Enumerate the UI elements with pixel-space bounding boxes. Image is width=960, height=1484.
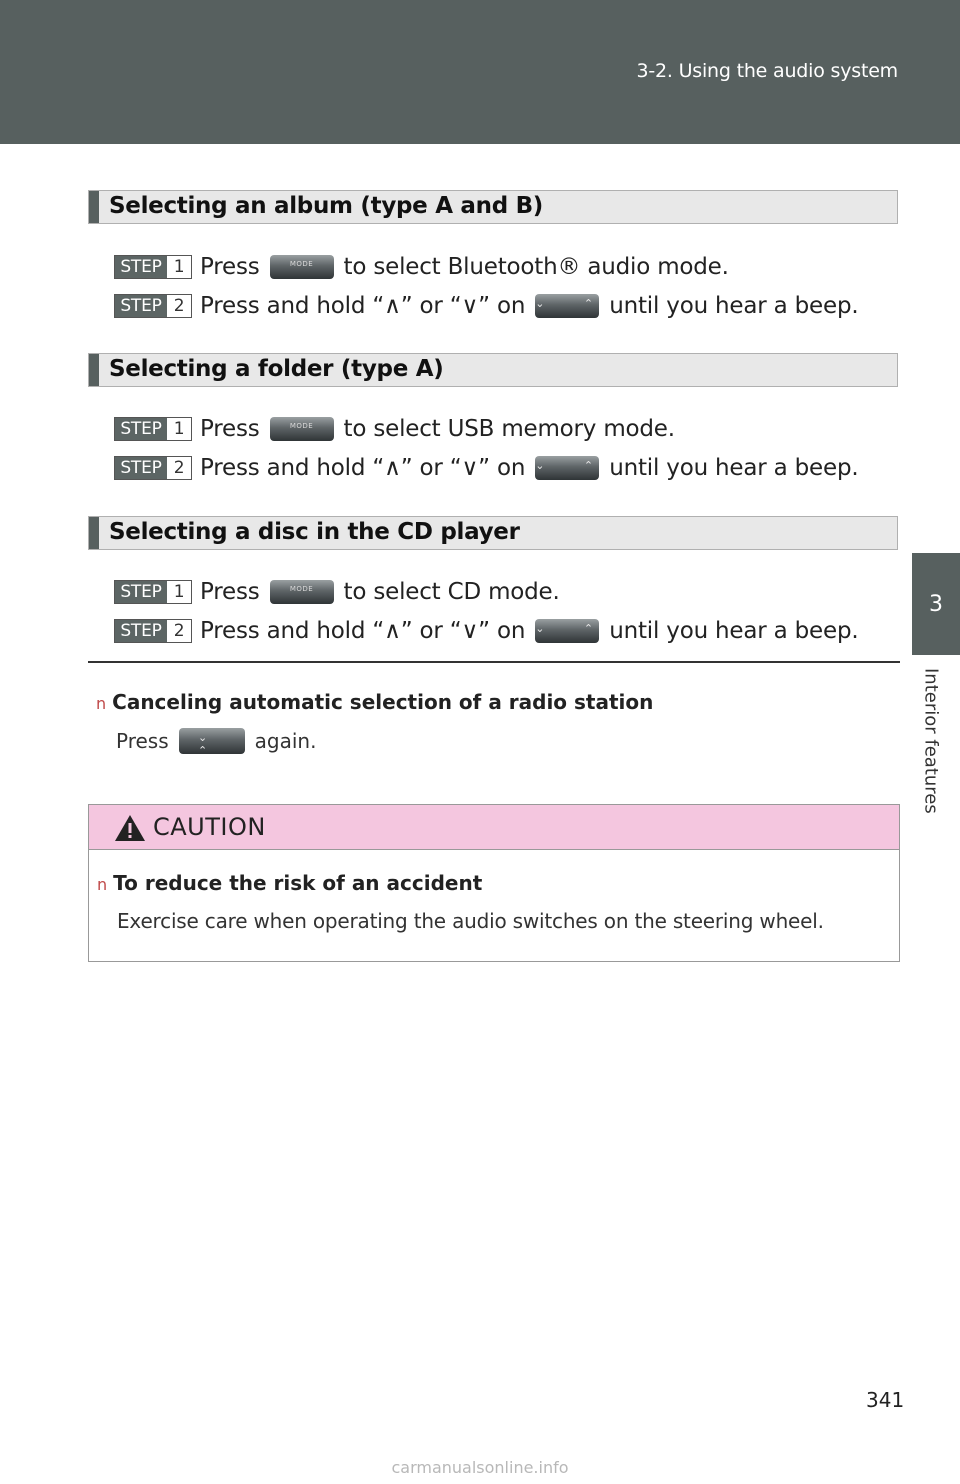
step-badge: STEP 2	[114, 456, 192, 480]
chapter-label: Interior features	[920, 668, 942, 814]
section-title: Selecting an album (type A and B)	[109, 193, 544, 219]
step-row	[114, 616, 858, 646]
page-header	[0, 0, 960, 144]
step-text-after: to select Bluetooth® audio mode.	[343, 254, 729, 280]
step-text-before: Press	[200, 254, 260, 280]
chapter-number: 3	[929, 591, 943, 617]
step-text-after: to select USB memory mode.	[343, 416, 675, 442]
caution-bullet: n	[97, 875, 108, 894]
step-badge: STEP 1	[114, 580, 192, 604]
step-text-after: until you hear a beep.	[609, 293, 859, 319]
step-text-before: Press and hold “∧” or “∨” on	[200, 455, 526, 481]
section-accent	[89, 517, 99, 549]
mode-button-icon: MODE	[270, 417, 334, 441]
step-text-before: Press	[200, 416, 260, 442]
note-body	[116, 728, 317, 757]
step-text-after: until you hear a beep.	[609, 455, 859, 481]
step-row	[114, 453, 858, 483]
page-number: 341	[866, 1388, 905, 1412]
step-badge: STEP 1	[114, 417, 192, 441]
caution-text: Exercise care when operating the audio switches on the steering wheel.	[117, 909, 824, 933]
section-heading-folder	[88, 353, 898, 387]
caution-title: n To reduce the risk of an accident	[97, 871, 483, 895]
mode-button-icon: MODE	[270, 580, 334, 604]
step-text-before: Press and hold “∧” or “∨” on	[200, 618, 526, 644]
caution-box	[88, 804, 900, 962]
section-divider	[88, 661, 900, 663]
caution-label: CAUTION	[153, 813, 266, 841]
section-accent	[89, 191, 99, 223]
section-heading-album	[88, 190, 898, 224]
seek-button-icon: ⌄ ⌃	[535, 456, 599, 480]
step-badge: STEP 2	[114, 619, 192, 643]
watermark: carmanualsonline.info	[391, 1458, 569, 1477]
mode-button-icon: MODE	[270, 255, 334, 279]
note-text-before: Press	[116, 729, 169, 753]
section-accent	[89, 354, 99, 386]
step-row	[114, 414, 675, 444]
step-text-after: to select CD mode.	[343, 579, 560, 605]
warning-icon	[113, 813, 147, 843]
seek-button-icon: ⌄ ⌃	[535, 294, 599, 318]
step-text-after: until you hear a beep.	[609, 618, 859, 644]
step-badge: STEP 2	[114, 294, 192, 318]
note-title: n Canceling automatic selection of a radio station	[96, 690, 654, 714]
section-title: Selecting a folder (type A)	[109, 356, 444, 382]
section-heading-disc	[88, 516, 898, 550]
step-row	[114, 577, 560, 607]
step-badge: STEP 1	[114, 255, 192, 279]
chapter-tab[interactable]	[912, 553, 960, 655]
step-text-before: Press and hold “∧” or “∨” on	[200, 293, 526, 319]
note-bullet: n	[96, 694, 107, 713]
seek-button-icon: ⌄ ⌃	[179, 728, 245, 754]
step-text-before: Press	[200, 579, 260, 605]
section-title: Selecting a disc in the CD player	[109, 519, 520, 545]
seek-button-icon: ⌄ ⌃	[535, 619, 599, 643]
step-row	[114, 252, 729, 282]
step-row	[114, 291, 858, 321]
note-text-after: again.	[254, 729, 317, 753]
header-title: 3-2. Using the audio system	[636, 60, 898, 82]
caution-header	[89, 805, 899, 850]
